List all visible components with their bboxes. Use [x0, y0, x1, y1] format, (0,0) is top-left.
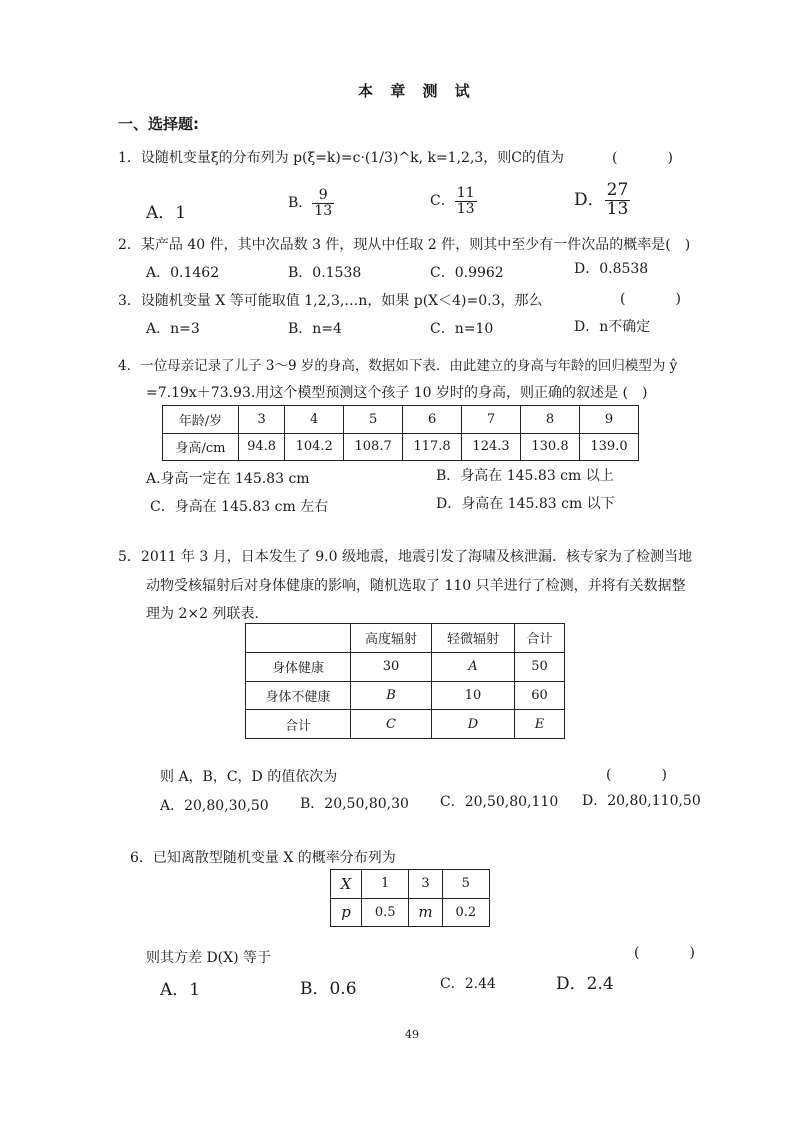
table-cell: 4 [285, 406, 344, 434]
table-row [163, 406, 639, 434]
table-cell: 1 [362, 870, 409, 899]
q1-option-d-den: 13 [606, 198, 629, 219]
q4-option-d[interactable]: D．身高在 145.83 cm 以下 [436, 496, 615, 512]
q1-option-d-num: 27 [606, 180, 629, 200]
table-cell: 7 [462, 406, 521, 434]
q4-stem-line2: =7.19x＋73.93.用这个模型预测这个孩子 10 岁时的身高，则正确的叙述是 ( ) [146, 385, 648, 401]
table-header-cell [246, 624, 351, 653]
q5-stem-line3: 理为 2×2 列联表． [146, 606, 269, 622]
table-cell: 94.8 [239, 433, 285, 461]
table-cell: 3 [239, 406, 285, 434]
q3-option-c[interactable]: C．n=10 [430, 321, 494, 337]
q5-option-b[interactable]: B．20,50,80,30 [300, 796, 409, 812]
table-row-label: 身体健康 [246, 652, 351, 681]
table-cell: 104.2 [285, 433, 344, 461]
table-cell: 6 [403, 406, 462, 434]
page-title: 本 章 测 试 [358, 82, 476, 100]
q1-option-b-den: 13 [314, 202, 333, 219]
q5-stem-line2: 动物受核辐射后对身体健康的影响，随机选取了 110 只羊进行了检测，并将有关数据整 [146, 578, 686, 594]
q2-option-a[interactable]: A．0.1462 [146, 265, 220, 281]
table-header-cell: 轻微辐射 [432, 624, 515, 653]
q5-stem-line1: 5．2011 年 3 月，日本发生了 9.0 级地震，地震引发了海啸及核泄漏．核专家为了检测当地 [118, 549, 692, 565]
table-row [163, 433, 639, 461]
table-cell: 0.2 [442, 898, 489, 927]
q1-option-b[interactable] [288, 188, 334, 218]
table-cell: 9 [579, 406, 638, 434]
table-cell: E [515, 710, 565, 739]
table-row [246, 652, 565, 681]
q1-stem: 1．设随机变量ξ的分布列为 p(ξ=k)=c·(1/3)^k, k=1,2,3，则C的值为 [118, 150, 565, 166]
q4-option-a[interactable]: A.身高一定在 145.83 cm [146, 471, 310, 487]
q1-option-a[interactable]: A．1 [146, 203, 187, 223]
q6-option-a[interactable]: A．1 [160, 980, 201, 1000]
table-row [246, 710, 565, 739]
q6-option-b[interactable]: B．0.6 [300, 979, 357, 999]
q4-option-c[interactable]: C．身高在 145.83 cm 左右 [150, 499, 329, 515]
q3-option-d[interactable]: D．n不确定 [574, 319, 651, 335]
table-cell: 117.8 [403, 433, 462, 461]
q2-option-c[interactable]: C．0.9962 [430, 265, 504, 281]
table-cell: 50 [515, 652, 565, 681]
table-row-label: 身体不健康 [246, 681, 351, 710]
q2-option-d[interactable]: D．0.8538 [574, 261, 649, 277]
q1-option-c-num: 11 [456, 185, 475, 201]
table-cell: 5 [344, 406, 403, 434]
q1-option-c-den: 13 [456, 200, 475, 217]
q3-option-a[interactable]: A．n=3 [146, 321, 200, 337]
q6-answer-paren: ( ) [634, 945, 713, 961]
q4-stem-line1: 4．一位母亲记录了儿子 3～9 岁的身高，数据如下表．由此建立的身高与年龄的回归模型为 ŷ [118, 358, 678, 374]
q3-option-b[interactable]: B．n=4 [288, 321, 342, 337]
q1-option-b-letter: B． [288, 195, 313, 212]
q3-answer-paren: ( ) [620, 291, 699, 307]
table-cell: 108.7 [344, 433, 403, 461]
q1-option-d[interactable] [574, 182, 630, 219]
q1-answer-paren: ( ) [612, 150, 691, 166]
page-number: 49 [405, 1028, 419, 1041]
q1-option-d-letter: D． [574, 189, 605, 210]
q5-question: 则 A，B，C，D 的值依次为 [160, 769, 338, 785]
q2-stem: 2．某产品 40 件，其中次品数 3 件，现从中任取 2 件，则其中至少有一件次品的概率是( ) [118, 237, 691, 253]
table-row-label: X [331, 870, 362, 899]
q4-data-table [162, 405, 639, 461]
q5-option-a[interactable]: A．20,80,30,50 [160, 798, 269, 814]
q2-option-b[interactable]: B．0.1538 [288, 265, 362, 281]
table-row-label: 身高/cm [163, 433, 239, 461]
q5-option-d[interactable]: D．20,80,110,50 [582, 793, 701, 809]
q6-distribution-table [330, 869, 490, 927]
table-cell: 8 [521, 406, 580, 434]
q6-question: 则其方差 D(X) 等于 [146, 950, 272, 966]
table-cell: B [351, 681, 432, 710]
q5-option-c[interactable]: C．20,50,80,110 [440, 794, 559, 810]
table-cell: 0.5 [362, 898, 409, 927]
table-header-cell: 合计 [515, 624, 565, 653]
table-cell: m [409, 898, 442, 927]
q3-stem: 3．设随机变量 X 等可能取值 1,2,3,…n，如果 p(X＜4)=0.3，那么 [118, 293, 543, 309]
section-heading: 一、选择题: [118, 115, 199, 133]
table-cell: 3 [409, 870, 442, 899]
q1-option-c[interactable] [430, 186, 477, 216]
table-cell: 60 [515, 681, 565, 710]
q6-option-c[interactable]: C．2.44 [440, 976, 496, 992]
table-row [331, 870, 490, 899]
table-cell: 124.3 [462, 433, 521, 461]
table-row [246, 681, 565, 710]
table-cell: D [432, 710, 515, 739]
table-row [331, 898, 490, 927]
q1-option-b-num: 9 [312, 188, 334, 204]
table-cell: 5 [442, 870, 489, 899]
table-cell: 30 [351, 652, 432, 681]
table-row-label: 合计 [246, 710, 351, 739]
q6-option-d[interactable]: D．2.4 [556, 974, 614, 994]
table-header-cell: 高度辐射 [351, 624, 432, 653]
table-cell: C [351, 710, 432, 739]
table-cell: A [432, 652, 515, 681]
table-row-label: p [331, 898, 362, 927]
table-row-label: 年龄/岁 [163, 406, 239, 434]
table-cell: 130.8 [521, 433, 580, 461]
table-cell: 139.0 [579, 433, 638, 461]
table-row [246, 624, 565, 653]
q5-contingency-table [245, 623, 565, 739]
table-cell: 10 [432, 681, 515, 710]
q6-stem: 6．已知离散型随机变量 X 的概率分布列为 [130, 850, 396, 866]
q5-answer-paren: ( ) [606, 767, 685, 783]
q4-option-b[interactable]: B．身高在 145.83 cm 以上 [436, 468, 614, 484]
q1-option-c-letter: C． [430, 193, 455, 210]
